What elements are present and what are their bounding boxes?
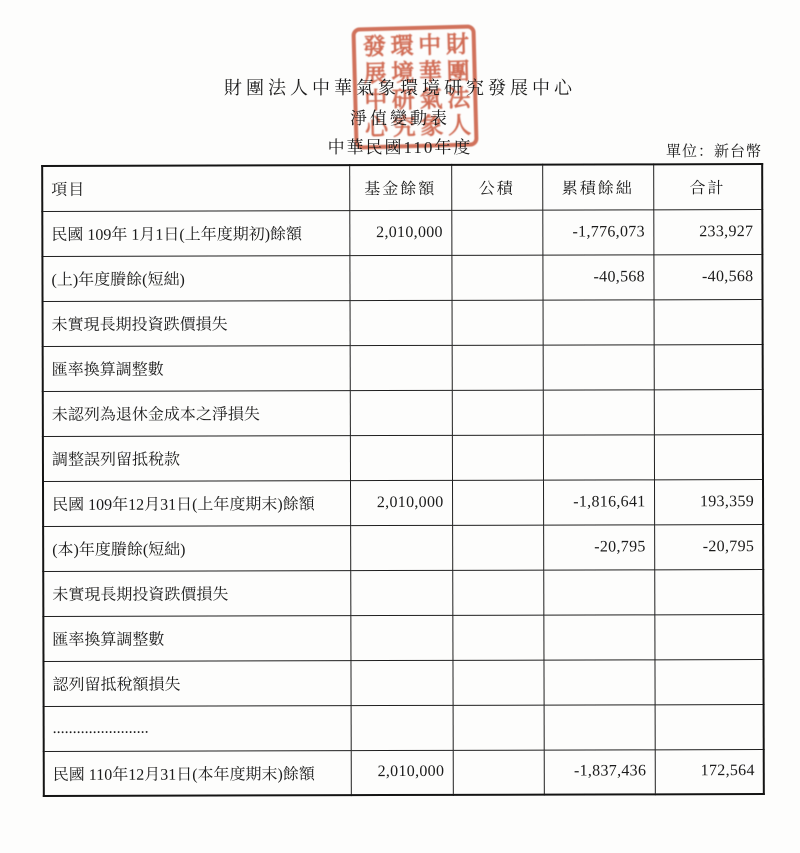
reserve-value [452,435,543,480]
fund-balance-value [350,390,452,435]
fund-balance-value [351,705,453,750]
accumulated-surplus-value: -1,776,073 [542,209,653,254]
row-item-label: 未實現長期投資跌價損失 [43,300,350,346]
accumulated-surplus-value [544,704,655,749]
fund-balance-value [350,615,452,660]
total-value: 172,564 [655,749,764,794]
seal-text-column: 環境研究 [387,33,416,142]
column-header-total: 合計 [653,164,762,209]
reserve-value [452,300,543,345]
total-value: -20,795 [654,524,763,569]
row-item-label: 民國 109年 1月1日(上年度期初)餘額 [42,210,349,256]
reserve-value [452,570,543,615]
reserve-value [452,660,543,705]
reserve-value [452,390,543,435]
column-header-reserve: 公積 [451,165,542,210]
accumulated-surplus-value [543,344,654,389]
fund-balance-value: 2,010,000 [351,750,453,795]
total-value [654,389,763,434]
total-value [654,569,763,614]
reserve-value [453,750,544,795]
accumulated-surplus-value: -1,837,436 [544,749,655,794]
row-item-label: ........................ [44,705,351,751]
accumulated-surplus-value: -20,795 [543,524,654,569]
total-value [654,299,763,344]
total-value: 233,927 [653,209,762,254]
column-header-accumulated-surplus: 累積餘絀 [542,164,653,209]
accumulated-surplus-value [543,614,654,659]
row-item-label: (本)年度賸餘(短絀) [43,525,350,571]
table-row [43,479,763,526]
total-value [654,614,763,659]
fund-balance-value [350,525,452,570]
seal-text-column: 財團法人 [442,31,471,141]
row-item-label: 認列留抵稅額損失 [43,660,350,706]
table-header-row [42,164,762,211]
table-row [44,749,764,796]
accumulated-surplus-value [543,659,654,704]
table-row [43,344,763,391]
table-row [43,524,763,571]
total-value [654,659,763,704]
row-item-label: 調整誤列留抵稅款 [43,435,350,481]
row-item-label: 未認列為退休金成本之淨損失 [43,390,350,436]
currency-unit-label: 單位：新台幣 [665,144,762,160]
seal-text-column: 發展中心 [359,33,388,143]
table-row [43,569,763,616]
accumulated-surplus-value [543,434,654,479]
fund-balance-value [350,345,452,390]
table-row [43,614,763,661]
total-value [654,344,763,389]
total-value: -40,568 [653,254,762,299]
column-header-fund-balance: 基金餘額 [349,165,451,210]
fund-balance-value: 2,010,000 [350,480,452,525]
table-row [42,209,762,256]
column-header-item: 項目 [42,165,349,211]
accumulated-surplus-value [543,389,654,434]
report-title: 淨值變動表 [350,109,450,128]
reserve-value [452,615,543,660]
reserve-value [451,255,542,300]
total-value [654,434,763,479]
net-worth-change-table [41,163,765,797]
reserve-value [451,210,542,255]
fund-balance-value [350,660,452,705]
row-item-label: 民國 110年12月31日(本年度期末)餘額 [44,750,351,796]
row-item-label: 未實現長期投資跌價損失 [43,570,350,616]
table-row [44,704,764,751]
reserve-value [453,705,544,750]
accumulated-surplus-value [543,569,654,614]
organization-name: 財團法人中華氣象環境研究發展中心 [224,78,576,98]
fund-balance-value [350,570,452,615]
row-item-label: (上)年度賸餘(短絀) [42,255,349,301]
row-item-label: 民國 109年12月31日(上年度期末)餘額 [43,480,350,526]
table-row [43,659,763,706]
fund-balance-value [350,300,452,345]
seal-text-column: 中華氣象 [414,32,443,141]
report-period: 中華民國110年度 [327,138,473,157]
total-value: 193,359 [654,479,763,524]
table-row [42,254,762,301]
reserve-value [452,480,543,525]
table-row [43,389,763,436]
row-item-label: 匯率換算調整數 [43,615,350,661]
reserve-value [452,345,543,390]
fund-balance-value: 2,010,000 [349,210,451,255]
fund-balance-value [350,435,452,480]
fund-balance-value [349,255,451,300]
accumulated-surplus-value: -1,816,641 [543,479,654,524]
accumulated-surplus-value: -40,568 [542,254,653,299]
total-value [655,704,764,749]
row-item-label: 匯率換算調整數 [43,345,350,391]
table-row [43,299,763,346]
reserve-value [452,525,543,570]
accumulated-surplus-value [543,299,654,344]
table-row [43,434,763,481]
